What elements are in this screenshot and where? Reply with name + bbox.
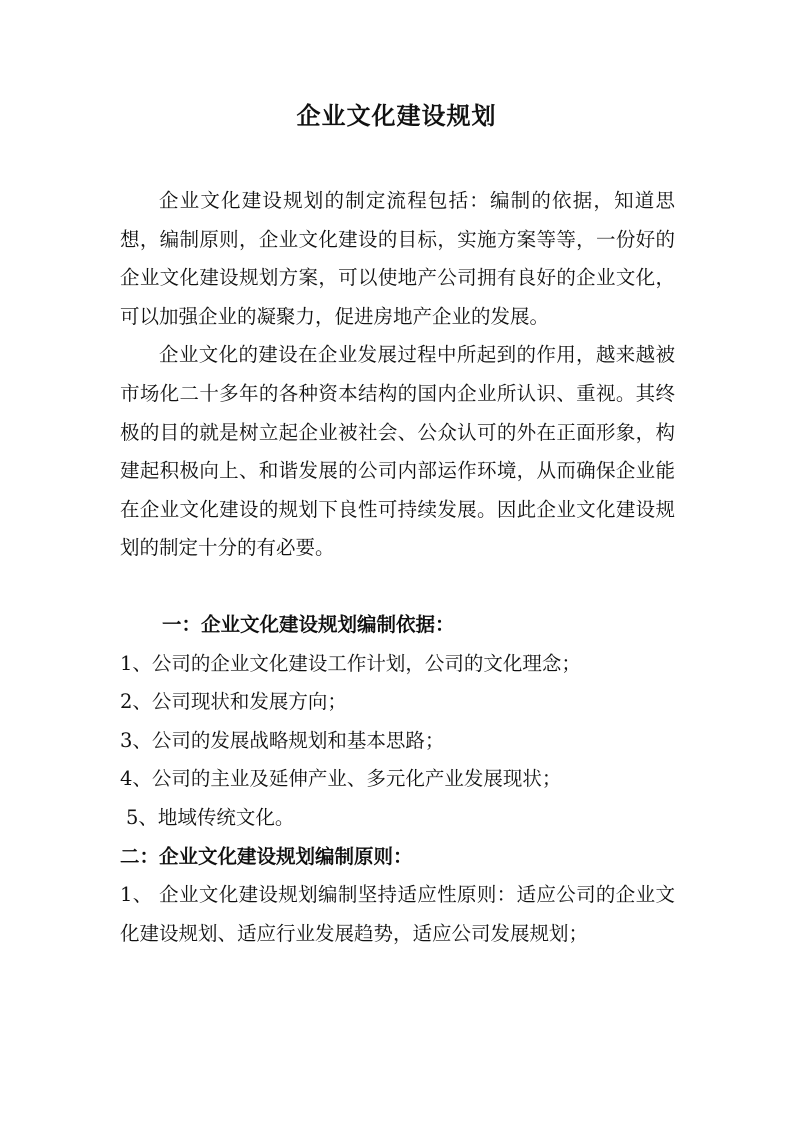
intro-paragraph: 企业文化建设规划的制定流程包括：编制的依据，知道思想，编制原则，企业文化建设的目标，实施方案等等，一份好的企业文化建设规划方案，可以使地产公司拥有良好的企业文化，可以加强企业的凝聚力，促进房地产企业的发展。 [120,189,675,328]
list-item: 4、公司的主业及延伸产业、多元化产业发展现状； [120,767,562,791]
section-spacer [120,568,675,606]
list-item: 5、地域传统文化。 [126,805,295,829]
importance-paragraph: 企业文化的建设在企业发展过程中所起到的作用，越来越被市场化二十多年的各种资本结构的国内企业所认识、重视。其终极的目的就是树立起企业被社会、公众认可的外在正面形象，构建起积极向上、和谐发展的公司内部运作环境，从而确保企业能在企业文化建设的规划下良性可持续发展。因此企业文化建设规划的制定十分的有必要。 [120,343,675,560]
document-title: 企业文化建设规划 [296,101,497,130]
section-heading-principles: 二：企业文化建设规划编制原则： [120,844,413,868]
list-item: 1、公司的企业文化建设工作计划，公司的文化理念； [120,651,581,675]
list-item: 3、公司的发展战略规划和基本思路； [120,728,445,752]
list-item: 1、 企业文化建设规划编制坚持适应性原则：适应公司的企业文化建设规划、适应行业发展趋势，适应公司发展规划； [120,883,675,945]
section-heading-basis: 一：企业文化建设规划编制依据： [162,612,455,636]
list-item: 2、公司现状和发展方向； [120,690,347,714]
document-body [120,182,675,953]
